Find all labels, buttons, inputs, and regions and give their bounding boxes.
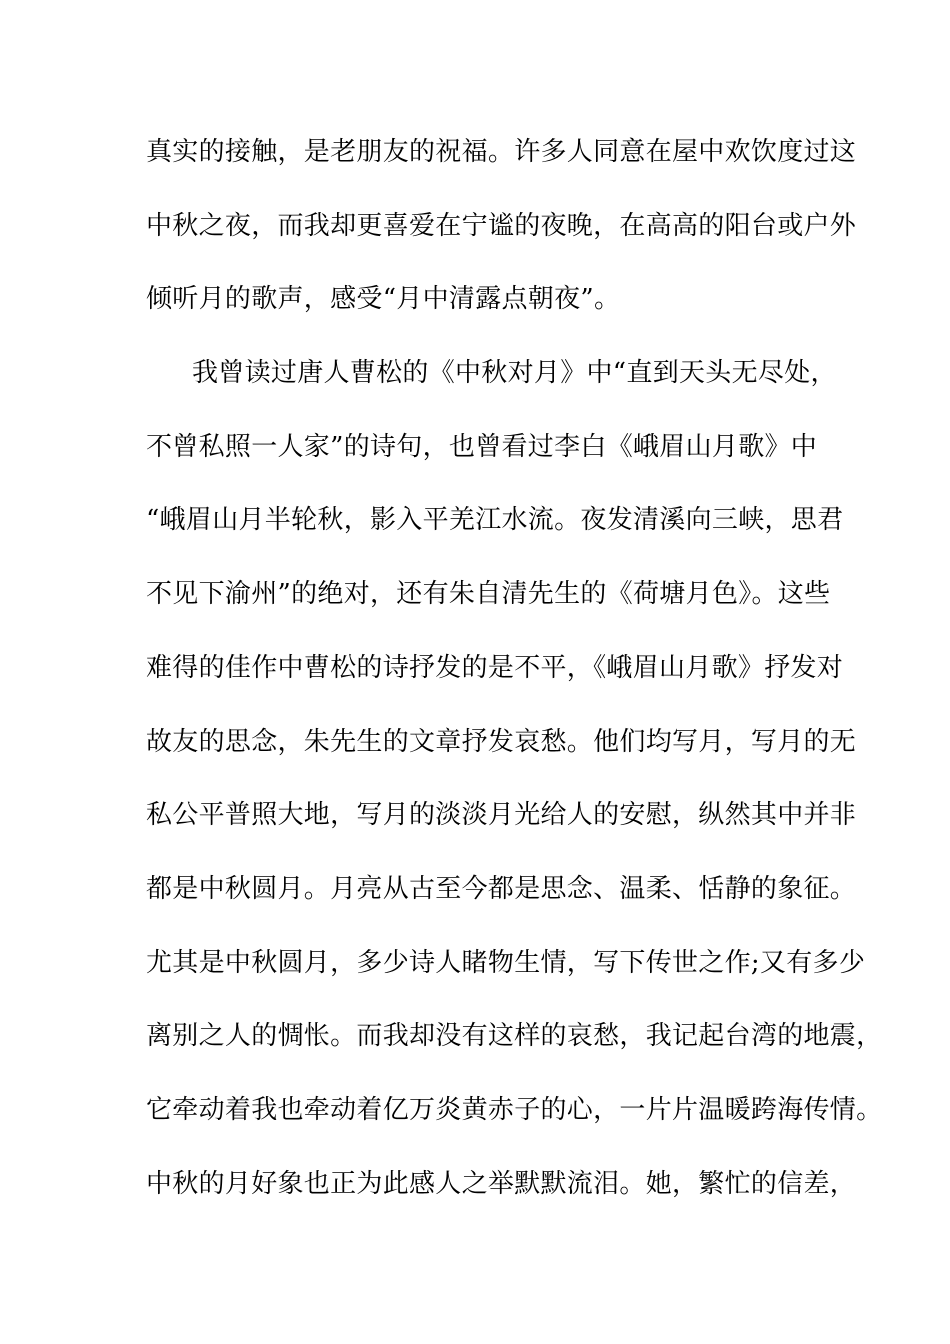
text-line-11: 都是中秋圆月。月亮从古至今都是思念、温柔、恬静的象征。 bbox=[146, 873, 857, 904]
text-line-13: 离别之人的惆怅。而我却没有这样的哀愁，我记起台湾的地震， bbox=[146, 1021, 883, 1052]
text-line-9: 故友的思念，朱先生的文章抒发哀愁。他们均写月，写月的无 bbox=[146, 726, 857, 757]
text-line-6: “峨眉山月半轮秋，影入平羌江水流。夜发清溪向三峡，思君 bbox=[146, 505, 844, 536]
text-line-1: 真实的接触，是老朋友的祝福。许多人同意在屋中欢饮度过这 bbox=[146, 137, 857, 167]
text-line-8: 难得的佳作中曹松的诗抒发的是不平，《峨眉山月歌》抒发对 bbox=[146, 652, 844, 683]
text-line-4: 我曾读过唐人曹松的《中秋对月》中“直到天头无尽处， bbox=[192, 358, 837, 389]
text-line-15: 中秋的月好象也正为此感人之举默默流泪。她，繁忙的信差， bbox=[146, 1168, 857, 1199]
text-line-14: 它牵动着我也牵动着亿万炎黄赤子的心，一片片温暖跨海传情。 bbox=[146, 1094, 883, 1125]
text-line-7: 不见下渝州”的绝对，还有朱自清先生的《荷塘月色》。这些 bbox=[146, 579, 831, 610]
text-line-2: 中秋之夜，而我却更喜爱在宁谧的夜晚，在高高的阳台或户外 bbox=[146, 210, 857, 241]
text-line-3: 倾听月的歌声，感受“月中清露点朝夜”。 bbox=[146, 284, 621, 315]
text-line-5: 不曾私照一人家”的诗句，也曾看过李白《峨眉山月歌》中 bbox=[146, 431, 818, 462]
text-line-12: 尤其是中秋圆月，多少诗人睹物生情，写下传世之作;又有多少 bbox=[146, 947, 866, 978]
text-line-10: 私公平普照大地，写月的淡淡月光给人的安慰，纵然其中并非 bbox=[146, 800, 857, 831]
body-text bbox=[146, 131, 883, 1236]
